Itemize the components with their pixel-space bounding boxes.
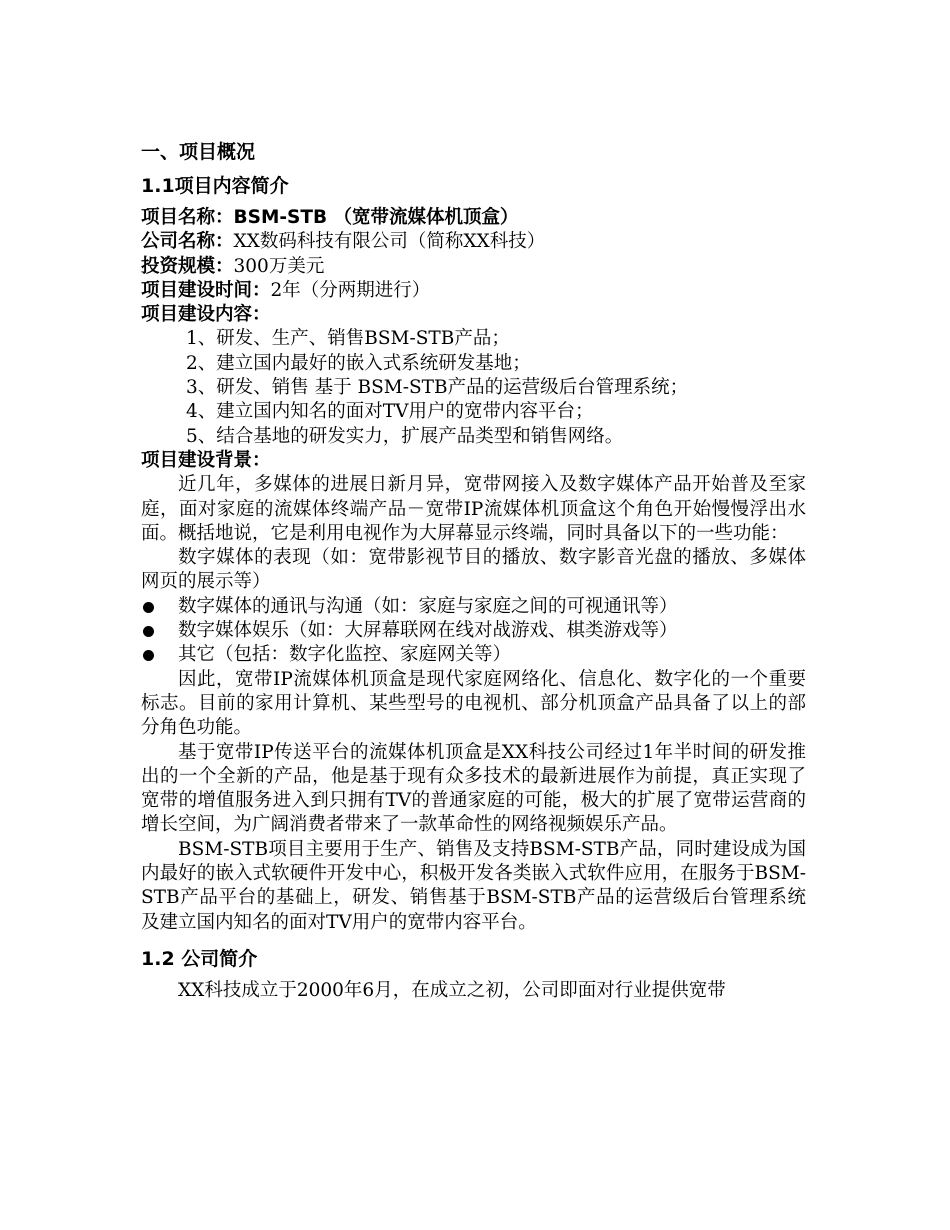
investment-value: 300万美元 (233, 255, 325, 277)
paragraph: 近几年，多媒体的进展日新月异，宽带网接入及数字媒体产品开始普及至家庭，面对家庭的流媒体终端产品－宽带IP流媒体机顶盒这个角色开始慢慢浮出水面。概括地说，它是利用电视作为大屏幕显示终端，同时具备以下的一些功能： (141, 474, 806, 544)
list-item: 2、建立国内最好的嵌入式系统研发基地； (186, 352, 531, 374)
company-name-label: 公司名称： (141, 231, 234, 253)
investment-field (141, 255, 806, 279)
list-item: 1、研发、生产、销售BSM-STB产品； (186, 328, 510, 350)
bullet-dot-icon (143, 626, 154, 637)
paragraph: BSM-STB项目主要用于生产、销售及支持BSM-STB产品，同时建设成为国内最好的嵌入式软硬件开发中心，积极开发各类嵌入式软件应用，在服务于BSM-STB产品平台的基础上，研发、销售基于BSM-STB产品的运营级后台管理系统及建立国内知名的面对TV用户的宽带内容平台。 (141, 838, 806, 933)
subsection-heading: 1.1项目内容简介 (141, 175, 289, 197)
bullet-item (141, 643, 806, 667)
document-page (141, 138, 806, 1003)
function-bullet-list (141, 595, 806, 668)
section-heading: 一、项目概况 (141, 141, 256, 163)
project-name-value: BSM-STB （宽带流媒体机顶盒） (233, 207, 519, 228)
paragraph: 基于宽带IP传送平台的流媒体机顶盒是XX科技公司经过1年半时间的研发推出的一个全新的产品，他是基于现有众多技术的最新进展作为前提，真正实现了宽带的增值服务进入到只拥有TV的普通家庭的可能，极大的扩展了宽带运营商的增长空间，为广阔消费者带来了一款革命性的网络视频娱乐产品。 (141, 741, 806, 836)
list-item: 4、建立国内知名的面对TV用户的宽带内容平台； (186, 401, 594, 423)
bullet-item (141, 595, 806, 619)
paragraph: 因此，宽带IP流媒体机顶盒是现代家庭网络化、信息化、数字化的一个重要标志。目前的家用计算机、某些型号的电视机、部分机顶盒产品具备了以上的部分角色功能。 (141, 668, 806, 739)
bullet-item (141, 619, 806, 643)
background-label: 项目建设背景： (141, 449, 271, 471)
bullet-text: 其它（包括：数字化监控、家庭网关等） (178, 644, 512, 666)
paragraph: 数字媒体的表现（如：宽带影视节目的播放、数字影音光盘的播放、多媒体网页的展示等） (141, 547, 806, 593)
paragraph: XX科技成立于2000年6月，在成立之初，公司即面对行业提供宽带 (178, 979, 726, 1001)
company-name-value: XX数码科技有限公司（简称XX科技） (233, 231, 546, 253)
investment-label: 投资规模： (141, 255, 234, 277)
project-name-label: 项目名称： (141, 207, 234, 228)
list-item: 5、结合基地的研发实力，扩展产品类型和销售网络。 (186, 425, 624, 447)
build-time-field (141, 279, 806, 303)
company-name-field (141, 230, 806, 254)
bullet-dot-icon (143, 602, 154, 613)
subsection-heading: 1.2 公司简介 (141, 947, 258, 970)
build-time-label: 项目建设时间： (141, 279, 271, 301)
bullet-text: 数字媒体娱乐（如：大屏幕联网在线对战游戏、棋类游戏等） (178, 620, 678, 642)
bullet-text: 数字媒体的通讯与沟通（如：家庭与家庭之间的可视通讯等） (178, 595, 678, 617)
build-content-list (141, 327, 806, 448)
build-time-value: 2年（分两期进行） (270, 279, 431, 301)
build-content-label: 项目建设内容： (141, 304, 271, 326)
project-name-field (141, 206, 806, 230)
bullet-dot-icon (143, 650, 154, 661)
list-item: 3、研发、销售 基于 BSM-STB产品的运营级后台管理系统； (186, 377, 689, 399)
